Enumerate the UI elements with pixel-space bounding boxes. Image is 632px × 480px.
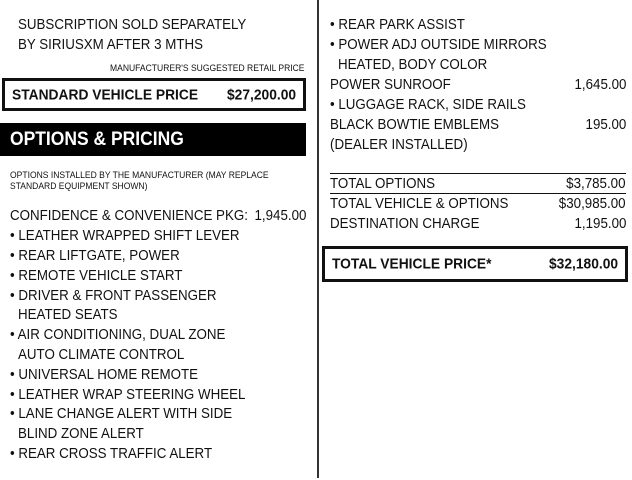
options-note-line-2: STANDARD EQUIPMENT SHOWN) [10,181,148,192]
totals-rule [330,193,626,194]
subscription-line-1: SUBSCRIPTION SOLD SEPARATELY [18,17,247,33]
list-item: • AIR CONDITIONING, DUAL ZONE [10,327,226,343]
sunroof-label: POWER SUNROOF [330,77,451,93]
msrp-caption: MANUFACTURER'S SUGGESTED RETAIL PRICE [110,63,305,74]
total-price-box [322,246,628,282]
list-item: • DRIVER & FRONT PASSENGER [10,288,217,304]
list-item: • REMOTE VEHICLE START [10,268,183,284]
column-divider [317,0,319,478]
standard-price-box [2,78,306,111]
total-options-label: TOTAL OPTIONS [330,176,436,192]
destination-charge-label: DESTINATION CHARGE [330,216,480,232]
list-item: • POWER ADJ OUTSIDE MIRRORS [330,37,547,53]
total-vehicle-options-label: TOTAL VEHICLE & OPTIONS [330,196,509,212]
total-vehicle-options-value: $30,985.00 [559,196,626,212]
totals-rule [330,173,626,174]
list-item-continuation: AUTO CLIMATE CONTROL [18,347,185,363]
emblems-note: (DEALER INSTALLED) [330,137,468,153]
package-price: 1,945.00 [254,208,306,224]
list-item: • REAR PARK ASSIST [330,17,465,33]
sunroof-price: 1,645.00 [574,77,626,93]
package-name: CONFIDENCE & CONVENIENCE PKG: [10,208,248,224]
options-note-line-1: OPTIONS INSTALLED BY THE MANUFACTURER (MAY REPLACE [10,170,269,181]
list-item: • LUGGAGE RACK, SIDE RAILS [330,97,526,113]
list-item: • LEATHER WRAP STEERING WHEEL [10,387,246,403]
emblems-label: BLACK BOWTIE EMBLEMS [330,117,500,133]
subscription-line-2: BY SIRIUSXM AFTER 3 MTHS [18,37,204,53]
list-item-continuation: HEATED SEATS [18,307,118,323]
options-heading-banner [0,123,306,156]
list-item: • REAR CROSS TRAFFIC ALERT [10,446,213,462]
total-options-value: $3,785.00 [566,176,626,192]
list-item: • LANE CHANGE ALERT WITH SIDE [10,406,233,422]
standard-price-label: STANDARD VEHICLE PRICE [12,86,199,103]
list-item: • REAR LIFTGATE, POWER [10,248,180,264]
list-item-continuation: BLIND ZONE ALERT [18,426,144,442]
standard-price-value: $27,200.00 [226,86,296,103]
list-item-continuation: HEATED, BODY COLOR [338,57,488,73]
list-item: • UNIVERSAL HOME REMOTE [10,367,199,383]
list-item: • LEATHER WRAPPED SHIFT LEVER [10,228,240,244]
options-heading: OPTIONS & PRICING [10,128,184,150]
total-price-label: TOTAL VEHICLE PRICE* [332,255,492,273]
destination-charge-value: 1,195.00 [574,216,626,232]
emblems-price: 195.00 [585,117,626,133]
total-price-value: $32,180.00 [548,255,618,273]
